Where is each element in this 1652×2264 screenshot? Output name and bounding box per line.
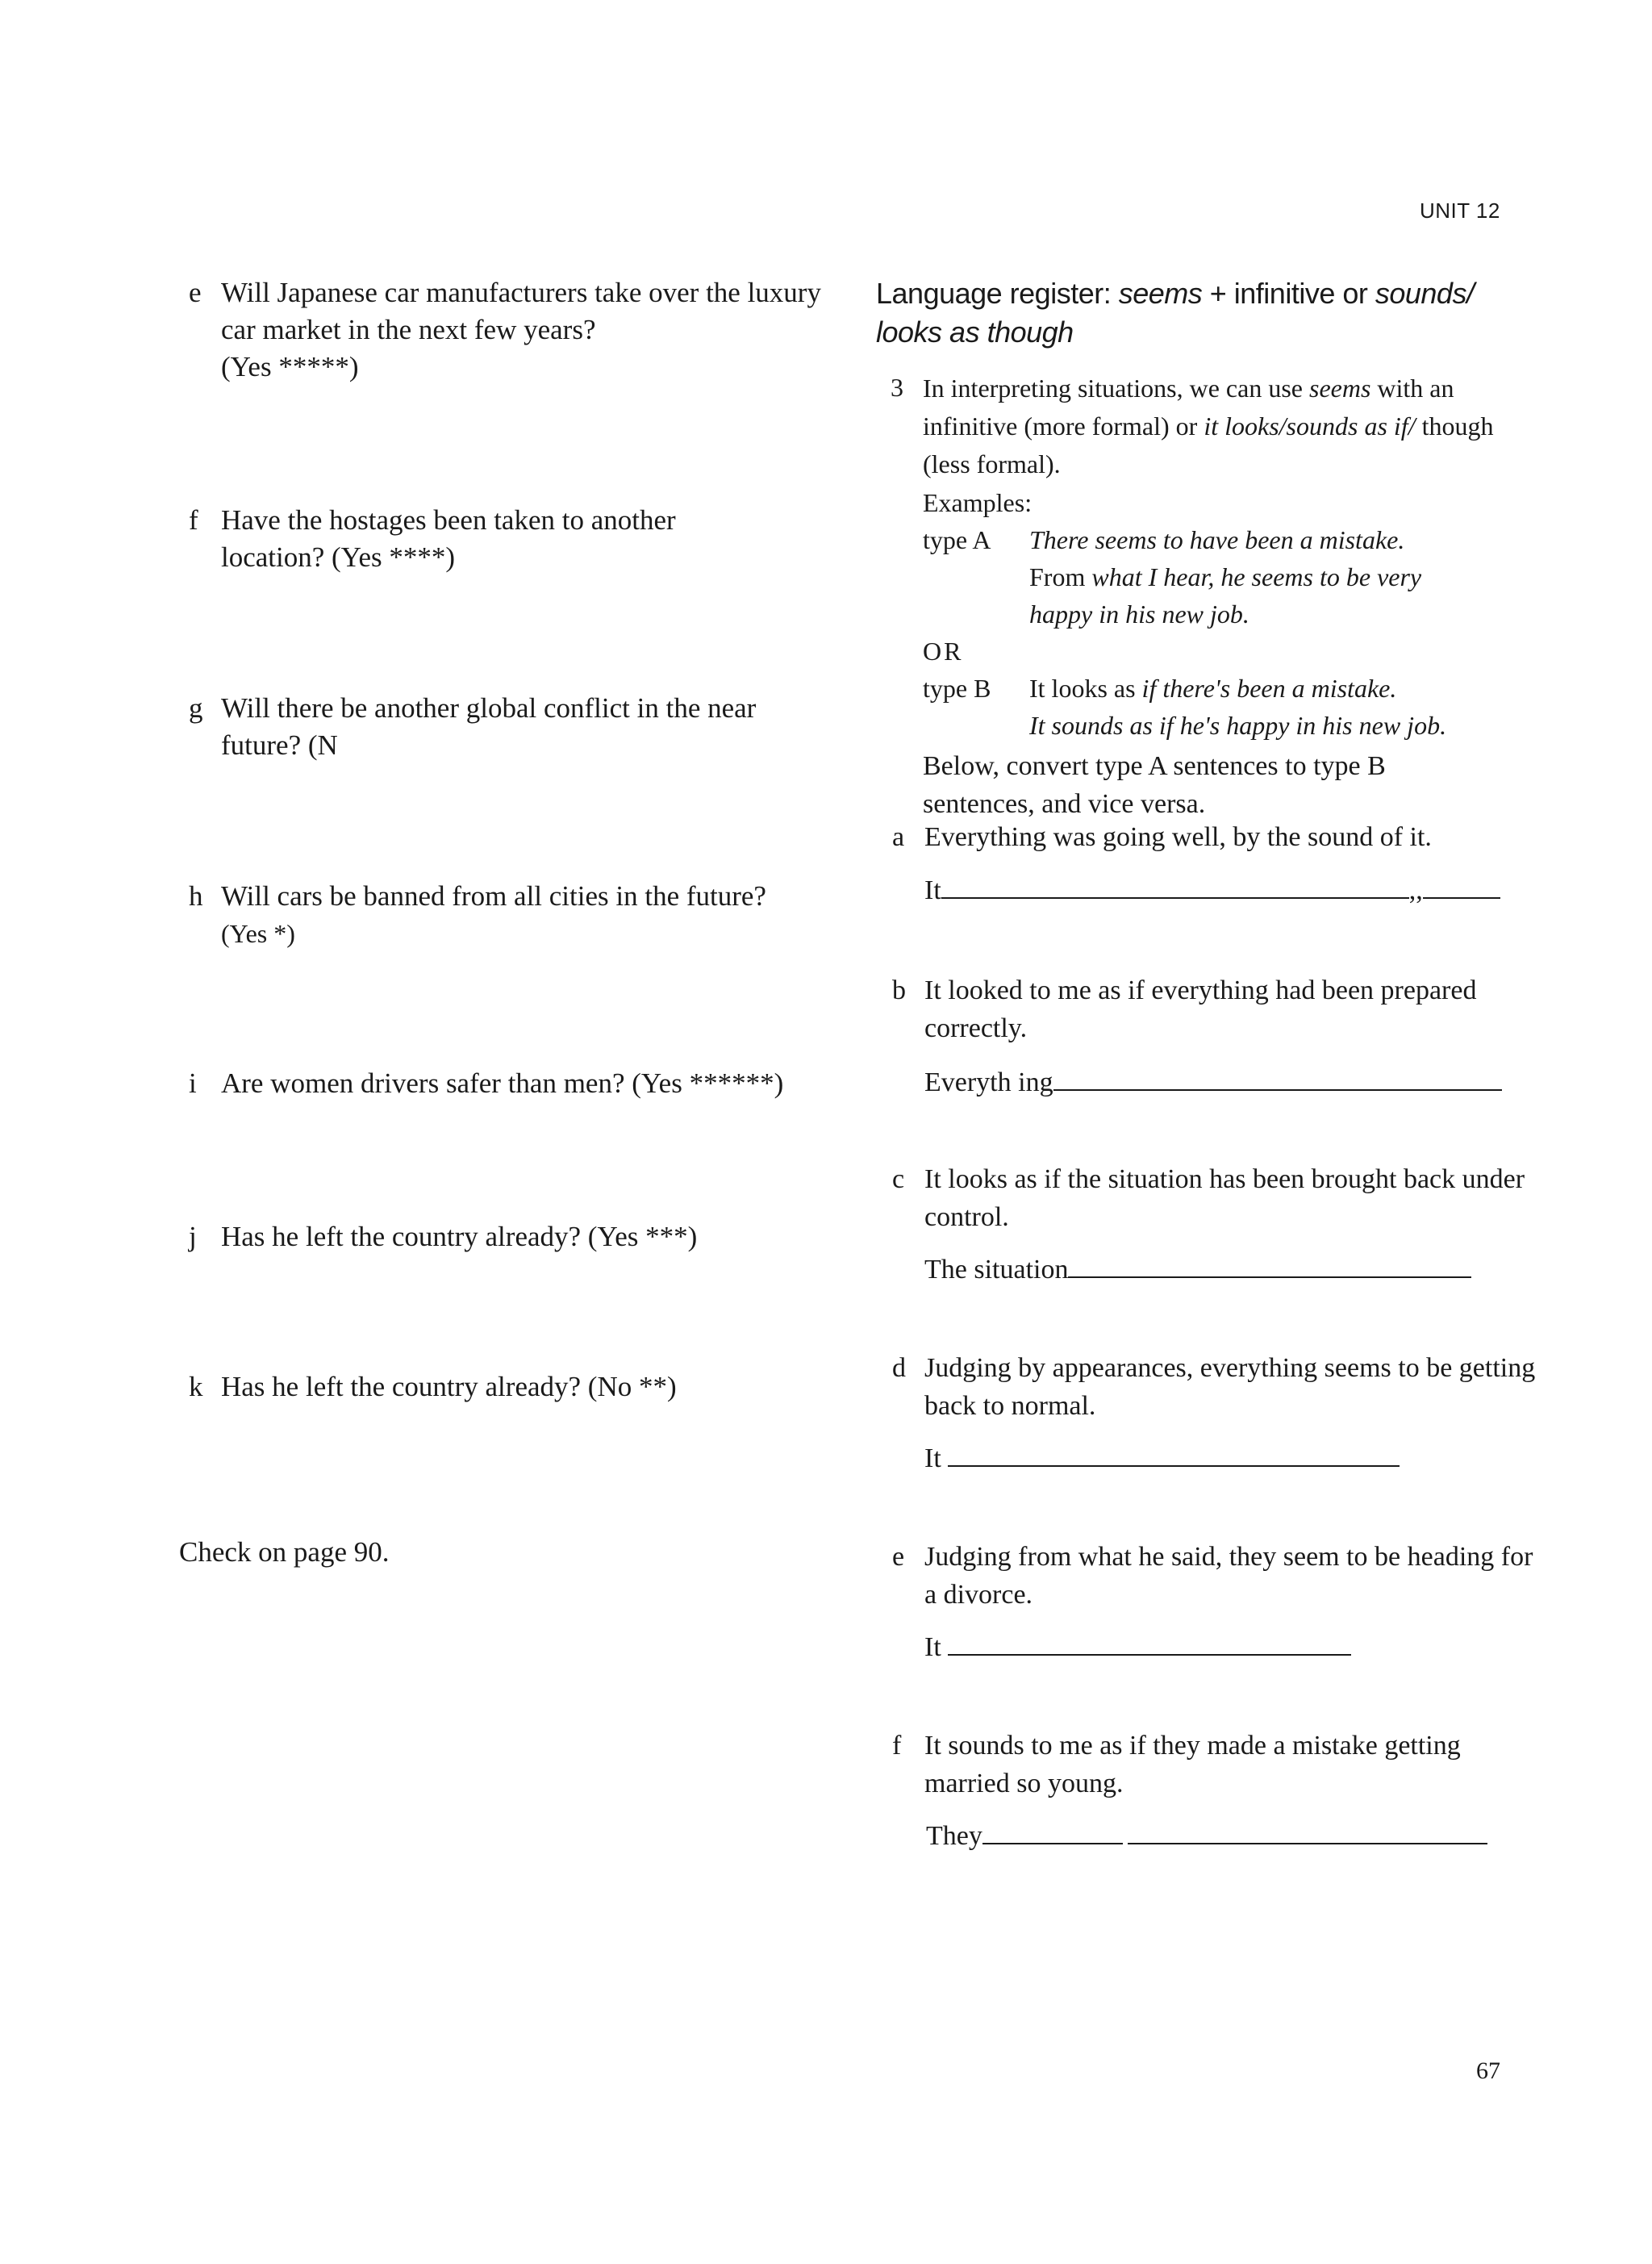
question-answer-hint: (Yes *****): [221, 351, 359, 382]
answer-blank[interactable]: [941, 873, 1409, 899]
example-italic: happy in his new job.: [1029, 599, 1249, 629]
question-f-right: [892, 1727, 1537, 1802]
question-d-right: [892, 1349, 1537, 1425]
question-answer-hint: (Yes *): [221, 919, 295, 948]
question-text: Has he left the country already? (Yes ***): [221, 1221, 698, 1252]
answer-prefix: They: [926, 1821, 982, 1851]
question-text: Has he left the country already? (No **): [221, 1371, 677, 1402]
or-label: OR: [923, 637, 964, 666]
answer-line-a[interactable]: [924, 873, 1500, 906]
question-k-left: [189, 1368, 834, 1406]
type-b-label: type B: [923, 674, 991, 703]
example-italic: There seems to have been a mistake.: [1029, 525, 1405, 554]
check-reference: Check on page 90.: [179, 1536, 390, 1568]
convert-instruction: Below, convert type A sentences to type B sentences, and vice versa.: [923, 751, 1386, 819]
question-letter: d: [892, 1353, 906, 1383]
type-b-example-2: [1029, 707, 1446, 744]
section-title-italic: seems: [1118, 277, 1203, 310]
question-text: It looks as if the situation has been brought back under control.: [924, 1164, 1525, 1232]
answer-blank[interactable]: [1068, 1252, 1471, 1278]
question-text: Will Japanese car manufacturers take over the luxury car market in the next few years?: [221, 277, 821, 345]
answer-blank[interactable]: [982, 1819, 1123, 1844]
answer-suffix: ,,: [1408, 875, 1423, 905]
answer-blank[interactable]: [1053, 1065, 1502, 1091]
section-title-italic: sounds/: [1375, 277, 1475, 310]
type-b-example-1: [1029, 670, 1396, 707]
type-a-label: type A: [923, 525, 991, 554]
answer-prefix: It: [924, 875, 941, 905]
answer-line-c[interactable]: [924, 1252, 1471, 1285]
question-b-right: [892, 971, 1537, 1047]
question-text: Will cars be banned from all cities in the future?: [221, 880, 766, 912]
explanation-text: with an infinitive (more formal) or: [923, 374, 1454, 441]
question-e-left: [189, 274, 834, 386]
question-letter: a: [892, 822, 905, 852]
answer-prefix: Everyth ing: [924, 1067, 1053, 1097]
section-title: [876, 274, 1489, 352]
exercise-explanation: [923, 370, 1504, 483]
question-letter: i: [189, 1067, 197, 1099]
question-text: Everything was going well, by the sound of it.: [924, 822, 1432, 852]
answer-blank[interactable]: [948, 1630, 1351, 1656]
explanation-italic: it looks/sounds as if/: [1204, 411, 1416, 441]
question-g-left: [189, 690, 786, 764]
question-c-right: [892, 1160, 1537, 1236]
answer-blank[interactable]: [1152, 1819, 1487, 1844]
examples-label: Examples:: [923, 488, 1032, 517]
example-italic: It sounds as if he's happy in his new job.: [1029, 711, 1447, 740]
answer-prefix: It: [924, 1443, 949, 1473]
example-italic: what I hear, he seems to be very: [1091, 562, 1422, 591]
question-letter: f: [892, 1731, 902, 1761]
question-letter: b: [892, 975, 906, 1005]
type-a-example-2: [1029, 558, 1421, 595]
question-e-right: [892, 1538, 1537, 1614]
section-title-part: + infinitive or: [1202, 277, 1375, 310]
answer-prefix: The situation: [924, 1255, 1069, 1284]
question-text: It sounds to me as if they made a mistake getting married so young.: [924, 1731, 1461, 1798]
question-text: Will there be another global conflict in the near future? (N: [221, 692, 757, 761]
exercise-number: 3: [891, 373, 903, 402]
question-f-left: [189, 502, 737, 576]
question-text: Are women drivers safer than men? (Yes ******): [221, 1067, 784, 1099]
answer-line-d[interactable]: [924, 1441, 1400, 1474]
example-plain: It looks as: [1029, 674, 1142, 703]
answer-line-e[interactable]: [924, 1630, 1351, 1663]
question-a-right: [892, 818, 1537, 856]
answer-line-f[interactable]: [926, 1819, 1487, 1852]
explanation-italic: seems: [1308, 374, 1371, 403]
question-letter: e: [189, 277, 202, 308]
question-h-left: [189, 878, 834, 952]
explanation-text: In interpreting situations, we can use: [923, 374, 1309, 403]
question-text: Have the hostages been taken to another location? (Yes ****): [221, 504, 676, 573]
unit-header: UNIT 12: [1420, 198, 1500, 223]
section-title-italic: looks as though: [876, 315, 1074, 349]
question-letter: f: [189, 504, 198, 536]
answer-blank[interactable]: [1128, 1819, 1152, 1844]
question-letter: e: [892, 1542, 905, 1572]
section-title-part: Language register:: [876, 277, 1119, 310]
answer-blank[interactable]: [1423, 873, 1500, 899]
question-letter: k: [189, 1371, 203, 1402]
question-letter: g: [189, 692, 203, 724]
question-letter: c: [892, 1164, 905, 1194]
question-text: Judging from what he said, they seem to be heading for a divorce.: [924, 1542, 1533, 1610]
page-number: 67: [1476, 2057, 1500, 2084]
answer-blank[interactable]: [948, 1441, 1400, 1467]
question-j-left: [189, 1218, 834, 1255]
explanation-text: though (less formal).: [923, 411, 1494, 478]
example-italic: if there's been a mistake.: [1141, 674, 1397, 703]
question-text: Judging by appearances, everything seems to be getting back to normal.: [924, 1353, 1536, 1421]
question-letter: j: [189, 1221, 197, 1252]
type-a-example-2-cont: [1029, 595, 1249, 633]
question-letter: h: [189, 880, 203, 912]
example-plain: From: [1029, 562, 1092, 591]
question-i-left: [189, 1065, 834, 1102]
type-a-example-1: [1029, 521, 1404, 558]
answer-line-b[interactable]: [924, 1065, 1502, 1098]
answer-prefix: It: [924, 1632, 949, 1662]
question-text: It looked to me as if everything had been prepared correctly.: [924, 975, 1477, 1043]
